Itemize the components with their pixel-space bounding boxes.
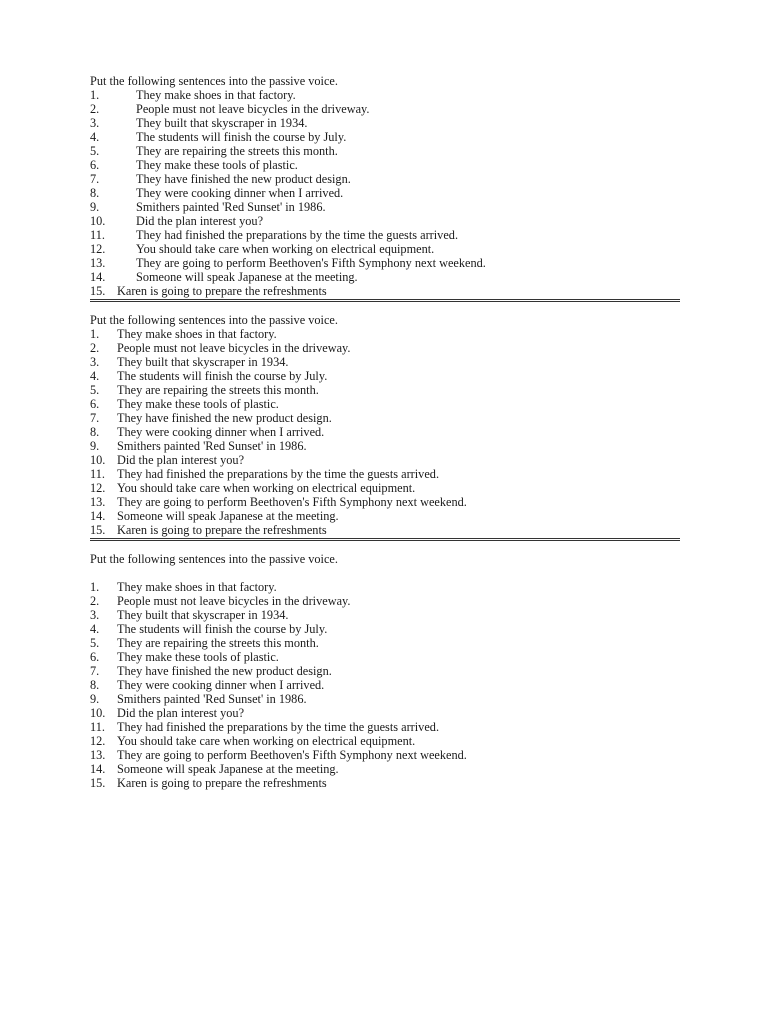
list-item [90,144,680,158]
list-item [90,242,680,256]
list-item [90,720,680,734]
item-number: 7. [90,664,100,678]
item-text: You should take care when working on electrical equipment. [117,481,416,495]
list-item [90,88,680,102]
list-item [90,580,680,594]
list-item [90,383,680,397]
item-text: Smithers painted 'Red Sunset' in 1986. [117,439,307,453]
item-text: Someone will speak Japanese at the meeting. [117,509,339,523]
section-heading: Put the following sentences into the passive voice. [90,74,338,88]
item-text: They have finished the new product design. [136,172,351,186]
item-text: You should take care when working on electrical equipment. [136,242,435,256]
item-text: They had finished the preparations by the time the guests arrived. [136,228,459,242]
item-number: 3. [90,116,100,130]
item-number: 2. [90,102,100,116]
item-text: Did the plan interest you? [136,214,264,228]
list-item [90,200,680,214]
section-heading: Put the following sentences into the passive voice. [90,313,338,327]
item-text: They make these tools of plastic. [136,158,298,172]
item-number: 9. [90,439,100,453]
item-number: 14. [90,762,106,776]
item-text: Someone will speak Japanese at the meeting. [117,762,339,776]
item-number: 14. [90,270,106,284]
exercise-section-1 [90,74,680,302]
item-text: People must not leave bicycles in the driveway. [117,594,351,608]
item-number: 13. [90,256,106,270]
item-text: People must not leave bicycles in the driveway. [136,102,370,116]
item-text: They built that skyscraper in 1934. [117,355,289,369]
item-text: The students will finish the course by July. [117,369,328,383]
item-number: 1. [90,580,100,594]
item-number: 15. [90,284,106,298]
item-text: They built that skyscraper in 1934. [136,116,308,130]
item-number: 6. [90,650,100,664]
list-item [90,523,680,537]
item-number: 12. [90,481,106,495]
list-item [90,116,680,130]
item-text: They had finished the preparations by the time the guests arrived. [117,720,440,734]
list-item [90,228,680,242]
item-number: 14. [90,509,106,523]
item-text: They make shoes in that factory. [136,88,296,102]
item-number: 11. [90,228,105,242]
item-number: 15. [90,523,106,537]
list-item [90,453,680,467]
list-item [90,327,680,341]
list-item [90,102,680,116]
list-item [90,608,680,622]
item-text: They built that skyscraper in 1934. [117,608,289,622]
list-item [90,425,680,439]
item-number: 5. [90,383,100,397]
list-item [90,776,680,790]
worksheet-page [90,74,680,790]
list-item [90,411,680,425]
item-number: 10. [90,214,106,228]
item-number: 9. [90,692,100,706]
list-item [90,158,680,172]
item-text: Karen is going to prepare the refreshments [117,776,327,790]
item-number: 6. [90,158,100,172]
item-number: 3. [90,355,100,369]
list-item [90,467,680,481]
item-text: They are repairing the streets this month. [117,383,319,397]
item-text: They are going to perform Beethoven's Fifth Symphony next weekend. [117,748,467,762]
item-number: 10. [90,706,106,720]
list-item [90,748,680,762]
list-item [90,636,680,650]
item-text: They make these tools of plastic. [117,650,279,664]
list-item [90,664,680,678]
list-item [90,186,680,200]
list-item [90,397,680,411]
list-item [90,270,680,284]
list-item [90,509,680,523]
item-text: They are repairing the streets this month. [117,636,319,650]
item-number: 9. [90,200,100,214]
list-item [90,341,680,355]
list-item [90,734,680,748]
item-number: 8. [90,425,100,439]
list-item [90,594,680,608]
item-number: 8. [90,186,100,200]
item-text: They were cooking dinner when I arrived. [117,678,325,692]
list-item [90,439,680,453]
item-text: Smithers painted 'Red Sunset' in 1986. [136,200,326,214]
item-number: 2. [90,594,100,608]
item-text: Did the plan interest you? [117,706,245,720]
item-number: 11. [90,467,105,481]
list-item [90,130,680,144]
list-item [90,256,680,270]
exercise-section-3 [90,552,680,790]
item-text: They are repairing the streets this month. [136,144,338,158]
section-divider [90,299,680,302]
item-number: 8. [90,678,100,692]
item-number: 5. [90,144,100,158]
item-number: 4. [90,369,100,383]
item-text: Someone will speak Japanese at the meeting. [136,270,358,284]
list-item [90,214,680,228]
section-heading: Put the following sentences into the passive voice. [90,552,338,566]
list-item [90,355,680,369]
item-text: They were cooking dinner when I arrived. [117,425,325,439]
item-text: Karen is going to prepare the refreshments [117,523,327,537]
item-number: 11. [90,720,105,734]
item-text: They are going to perform Beethoven's Fifth Symphony next weekend. [136,256,486,270]
item-text: Smithers painted 'Red Sunset' in 1986. [117,692,307,706]
list-item [90,622,680,636]
item-number: 4. [90,130,100,144]
item-number: 12. [90,242,106,256]
item-text: They make shoes in that factory. [117,327,277,341]
item-text: They make these tools of plastic. [117,397,279,411]
item-text: They have finished the new product design. [117,664,332,678]
item-number: 7. [90,172,100,186]
blank-line [90,566,680,580]
list-item [90,495,680,509]
item-text: They make shoes in that factory. [117,580,277,594]
list-item [90,172,680,186]
item-text: You should take care when working on electrical equipment. [117,734,416,748]
item-text: Did the plan interest you? [117,453,245,467]
item-number: 6. [90,397,100,411]
item-number: 3. [90,608,100,622]
item-text: Karen is going to prepare the refreshments [117,284,327,298]
item-text: They are going to perform Beethoven's Fifth Symphony next weekend. [117,495,467,509]
list-item [90,692,680,706]
item-number: 13. [90,495,106,509]
list-item [90,678,680,692]
list-item [90,284,680,298]
item-text: People must not leave bicycles in the driveway. [117,341,351,355]
item-text: They were cooking dinner when I arrived. [136,186,344,200]
item-number: 15. [90,776,106,790]
exercise-section-2 [90,313,680,541]
item-text: The students will finish the course by July. [136,130,347,144]
section-divider [90,538,680,541]
list-item [90,706,680,720]
item-number: 2. [90,341,100,355]
item-number: 7. [90,411,100,425]
item-number: 4. [90,622,100,636]
item-number: 1. [90,88,100,102]
list-item [90,650,680,664]
item-text: They have finished the new product design. [117,411,332,425]
item-text: The students will finish the course by July. [117,622,328,636]
item-number: 1. [90,327,100,341]
item-number: 12. [90,734,106,748]
item-number: 5. [90,636,100,650]
item-text: They had finished the preparations by the time the guests arrived. [117,467,440,481]
item-number: 10. [90,453,106,467]
list-item [90,369,680,383]
item-number: 13. [90,748,106,762]
list-item [90,762,680,776]
list-item [90,481,680,495]
